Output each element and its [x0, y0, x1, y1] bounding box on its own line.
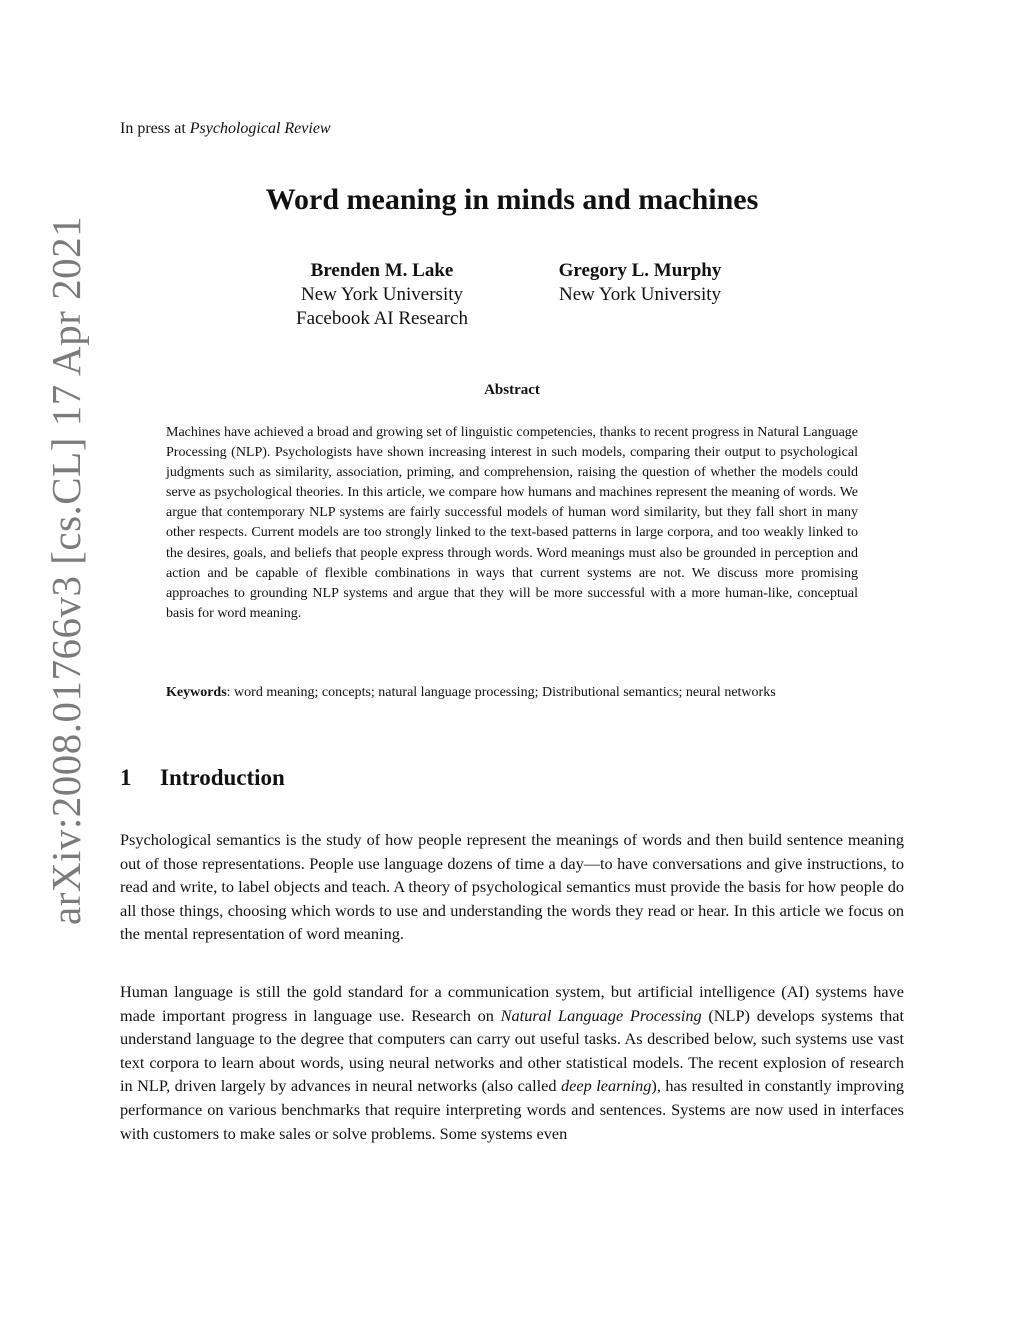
- author-affiliation: New York University: [300, 284, 464, 305]
- abstract-heading: Abstract: [484, 382, 540, 398]
- author-name: Gregory L. Murphy: [558, 260, 722, 281]
- press-note: [120, 120, 331, 138]
- journal-name: Psychological Review: [189, 120, 331, 137]
- keywords: [166, 683, 858, 703]
- press-prefix: In press at: [120, 120, 190, 137]
- emphasis-term: Natural Language Processing: [500, 1005, 702, 1025]
- emphasis-term: deep learning: [561, 1076, 652, 1096]
- paper-title: Word meaning in minds and machines: [265, 183, 759, 216]
- body-paragraph: Psychological semantics is the study of how people represent the meanings of words and then build sentence meaning out of those representations. People use language dozens of time a day—to have conversations and give instructions, to read and write, to label objects and teach. A theory of psychological semantics must provide the basis for how people do all those things, choosing which words to use and understanding the words they read or hear. In this article we focus on the mental representation of word meaning.: [120, 830, 904, 944]
- author-name: Brenden M. Lake: [310, 260, 454, 281]
- arxiv-identifier: arXiv:2008.01766v3 [cs.CL] 17 Apr 2021: [43, 215, 89, 925]
- paragraph-text: ), has resulted in constantly improving performance on various benchmarks that require interpreting words and sentences. Systems are now used in interfaces with customers to make sales or solve problems. Some systems even: [120, 1076, 905, 1143]
- author-block-murphy: [520, 259, 760, 307]
- body-paragraph: [120, 980, 904, 1145]
- section-number: 1: [120, 765, 132, 790]
- abstract-text: Machines have achieved a broad and growing set of linguistic competencies, thanks to recent progress in Natural Language Processing (NLP). Psychologists have shown increasing interest in such models, comparing their output to psychological judgments such as similarity, association, priming, and comprehension, raising the question of whether the models could serve as psychological theories. In this article, we compare how humans and machines represent the meaning of words. We argue that contemporary NLP systems are fairly successful models of human word similarity, but they fall short in many other respects. Current models are too strongly linked to the text-based patterns in large corpora, and too weakly linked to the desires, goals, and beliefs that people express through words. Word meanings must also be grounded in perception and action and be capable of flexible combinations in ways that current systems are not. We discuss more promising approaches to grounding NLP systems and argue that they will be more successful with a more human-like, conceptual basis for word meaning.: [166, 425, 858, 621]
- author-affiliation: New York University: [558, 284, 722, 305]
- section-heading: [120, 765, 285, 791]
- paragraph-text: (NLP) develops systems that understand language to the degree that computers can carry out useful tasks. As described below, such systems use vast text corpora to learn about words, using neural networks and other statistical models. The recent explosion of research in NLP, driven largely by advances in neural networks (also called: [120, 1005, 905, 1096]
- section-title: Introduction: [160, 765, 285, 790]
- keywords-label: Keywords: [166, 685, 227, 700]
- keywords-text: : word meaning; concepts; natural language processing; Distributional semantics; neural networks: [226, 685, 776, 700]
- paragraph-text: Human language is still the gold standard for a communication system, but artificial intelligence (AI) systems have made important progress in language use. Research on: [120, 982, 904, 1025]
- author-block-lake: [262, 259, 502, 331]
- author-affiliation: Facebook AI Research: [296, 308, 468, 329]
